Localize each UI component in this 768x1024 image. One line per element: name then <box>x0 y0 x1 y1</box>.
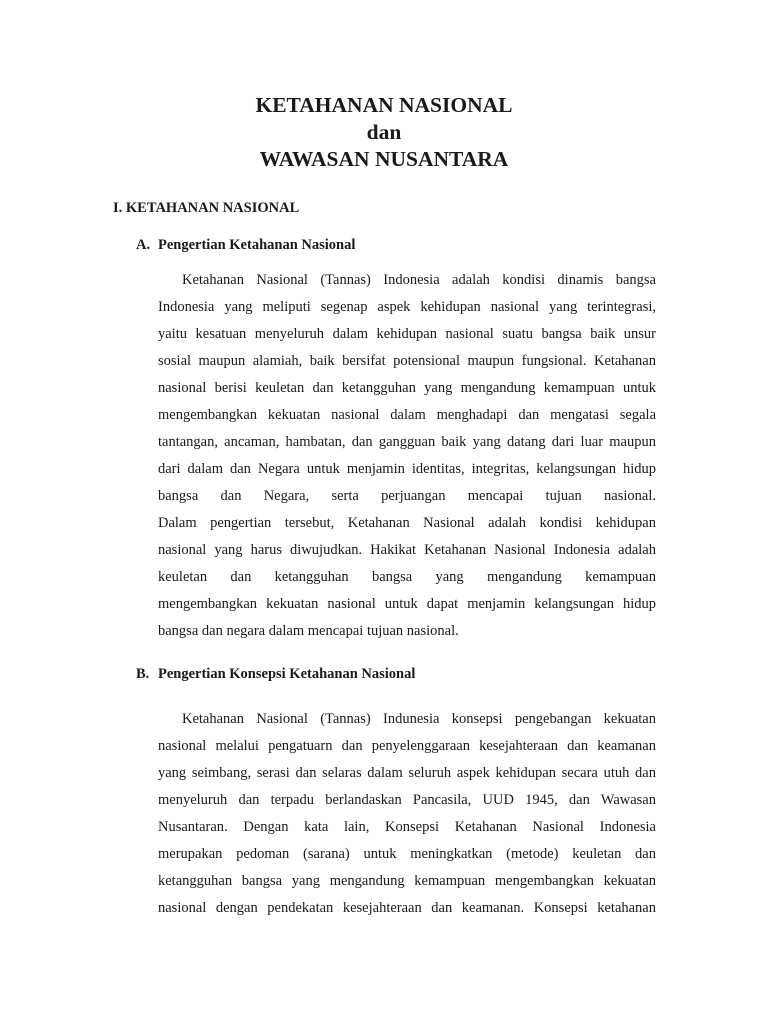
title-line-3: WAWASAN NUSANTARA <box>259 147 509 171</box>
paragraph-line: Indonesia yang meliputi segenap aspek kehidupan nasional yang terintegrasi, <box>158 299 656 315</box>
paragraph-line: ketangguhan bangsa yang mengandung kemampuan mengembangkan kekuatan <box>158 873 656 889</box>
paragraph-line: yang seimbang, serasi dan selaras dalam seluruh aspek kehidupan secara utuh dan <box>158 765 656 781</box>
paragraph-line: Nusantaran. Dengan kata lain, Konsepsi Ketahanan Nasional Indonesia <box>158 819 656 835</box>
subsection-b-title: Pengertian Konsepsi Ketahanan Nasional <box>158 666 416 682</box>
paragraph-line: tantangan, ancaman, hambatan, dan gangguan baik yang datang dari luar maupun <box>158 434 656 450</box>
paragraph-line: Ketahanan Nasional (Tannas) Indonesia adalah kondisi dinamis bangsa <box>182 272 656 288</box>
document-title <box>0 92 768 173</box>
paragraph-line: menyeluruh dan terpadu berlandaskan Pancasila, UUD 1945, dan Wawasan <box>158 792 656 808</box>
subsection-a-paragraph <box>158 267 656 645</box>
paragraph-line: keuletan dan ketangguhan bangsa yang mengandung kemampuan <box>158 569 656 585</box>
title-line-1: KETAHANAN NASIONAL <box>255 93 513 117</box>
subsection-a-letter: A. <box>136 237 151 253</box>
subsection-a-heading <box>136 237 355 254</box>
paragraph-line: merupakan pedoman (sarana) untuk meningkatkan (metode) keuletan dan <box>158 846 656 862</box>
paragraph-line: yaitu kesatuan menyeluruh dalam kehidupan nasional suatu bangsa baik unsur <box>158 326 656 342</box>
paragraph-line: Ketahanan Nasional (Tannas) Indunesia konsepsi pengebangan kekuatan <box>182 711 656 727</box>
subsection-a-title: Pengertian Ketahanan Nasional <box>158 237 356 253</box>
paragraph-line: nasional melalui pengatuarn dan penyelenggaraan kesejahteraan dan keamanan <box>158 738 656 754</box>
section-heading: I. KETAHANAN NASIONAL <box>113 200 300 216</box>
paragraph-line: mengembangkan kekuatan nasional untuk dapat menjamin kelangsungan hidup <box>158 596 656 612</box>
title-line-2: dan <box>366 120 402 144</box>
paragraph-line: bangsa dan negara dalam mencapai tujuan nasional. <box>158 623 459 639</box>
paragraph-line: sosial maupun alamiah, baik bersifat potensional maupun fungsional. Ketahanan <box>158 353 656 369</box>
paragraph-line: mengembangkan kekuatan nasional dalam menghadapi dan mengatasi segala <box>158 407 656 423</box>
subsection-b-heading <box>136 666 415 683</box>
subsection-b-letter: B. <box>136 666 150 682</box>
paragraph-line: dari dalam dan Negara untuk menjamin identitas, integritas, kelangsungan hidup <box>158 461 656 477</box>
paragraph-line: bangsa dan Negara, serta perjuangan mencapai tujuan nasional. <box>158 488 656 504</box>
subsection-b-paragraph <box>158 706 656 922</box>
paragraph-line: Dalam pengertian tersebut, Ketahanan Nasional adalah kondisi kehidupan <box>158 515 656 531</box>
paragraph-line: nasional yang harus diwujudkan. Hakikat Ketahanan Nasional Indonesia adalah <box>158 542 656 558</box>
paragraph-line: nasional berisi keuletan dan ketangguhan yang mengandung kemampuan untuk <box>158 380 656 396</box>
paragraph-line: nasional dengan pendekatan kesejahteraan dan keamanan. Konsepsi ketahanan <box>158 900 656 916</box>
